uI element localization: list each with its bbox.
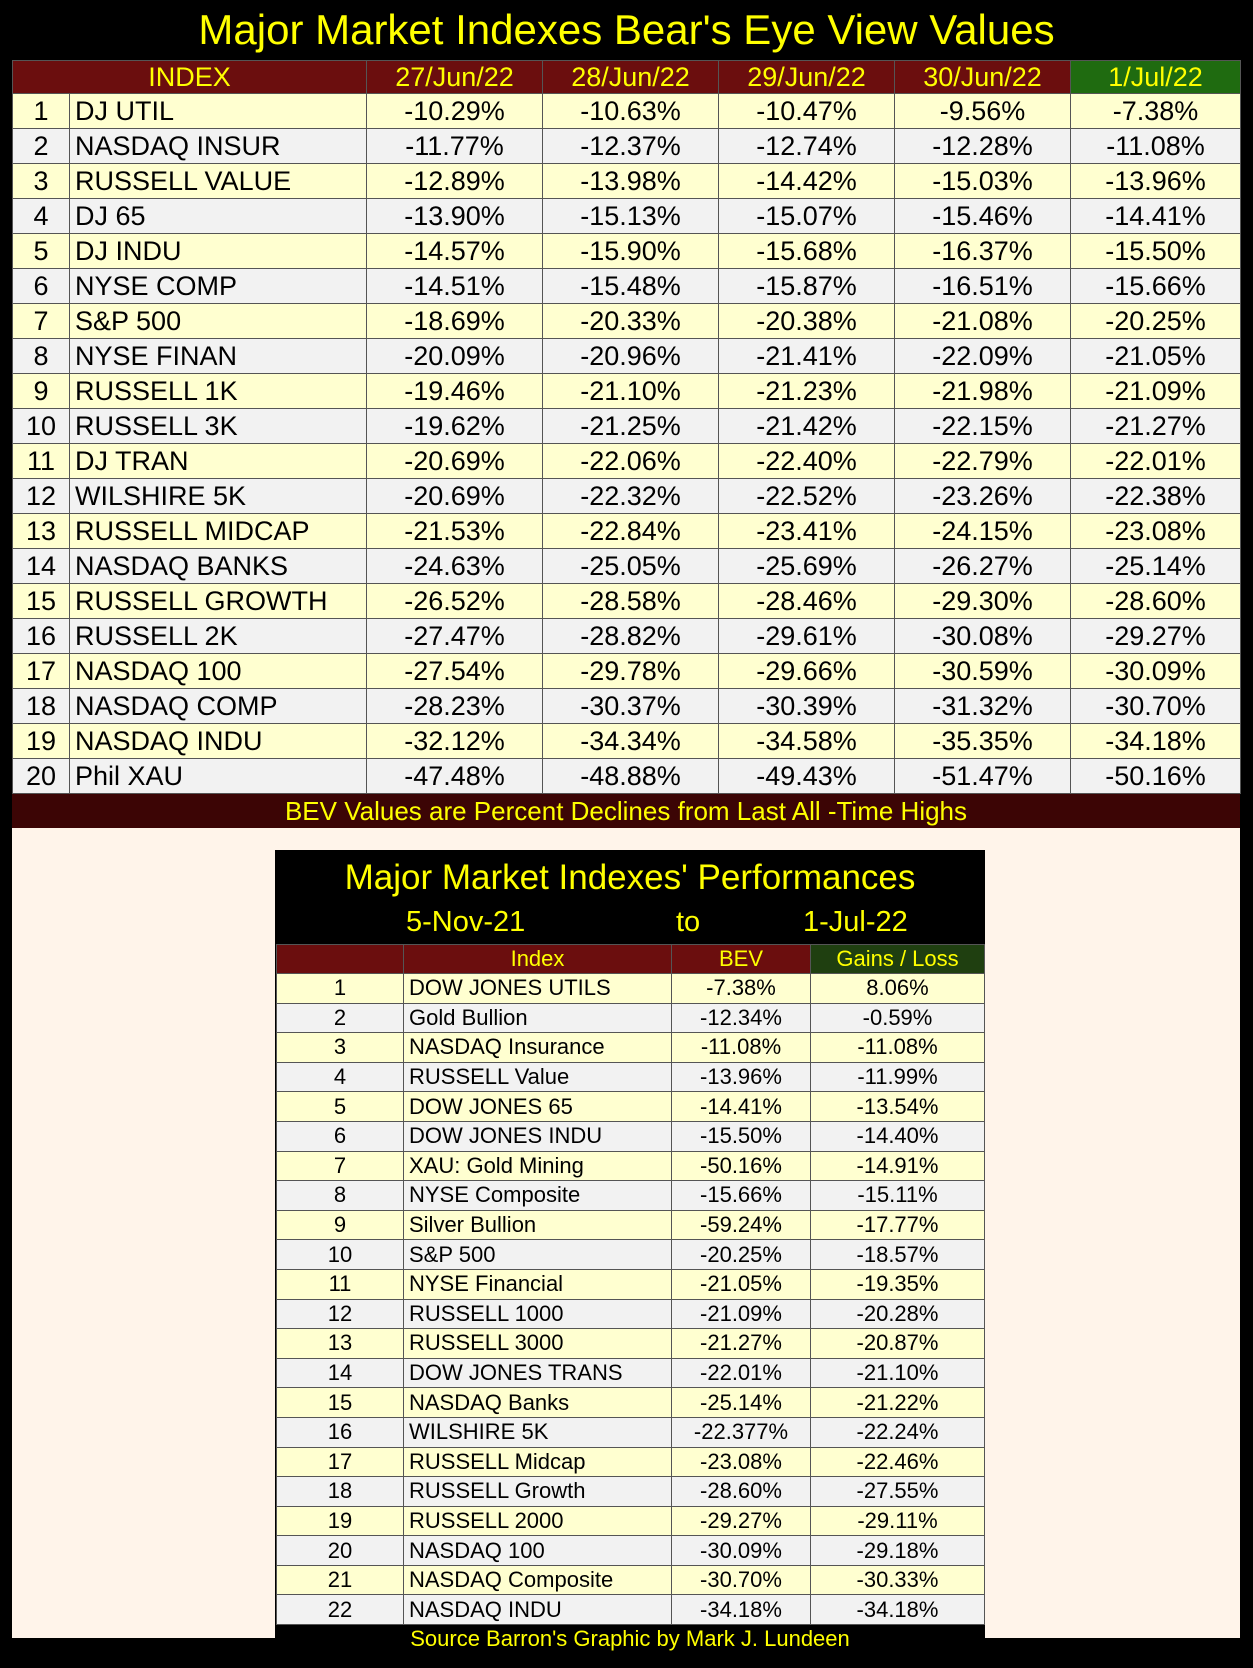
- bev-value: -12.89%: [367, 164, 543, 199]
- bev-index-name: NYSE FINAN: [70, 339, 367, 374]
- performance-bev: -50.16%: [672, 1151, 811, 1181]
- performance-rank: 9: [277, 1210, 404, 1240]
- bev-value: -21.10%: [543, 374, 719, 409]
- bev-rank: 5: [13, 234, 70, 269]
- bev-index-name: Phil XAU: [70, 759, 367, 794]
- performance-gain-loss: -0.59%: [811, 1003, 985, 1033]
- performance-rank: 11: [277, 1269, 404, 1299]
- bev-row: [13, 514, 1241, 549]
- bev-header-date: 27/Jun/22: [367, 61, 543, 94]
- performance-index-name: S&P 500: [404, 1240, 672, 1270]
- bev-index-name: DJ TRAN: [70, 444, 367, 479]
- bev-value: -30.39%: [719, 689, 895, 724]
- performance-rank: 8: [277, 1181, 404, 1211]
- bev-row: [13, 689, 1241, 724]
- bev-row: [13, 759, 1241, 794]
- bev-rank: 2: [13, 129, 70, 164]
- bev-value: -20.25%: [1071, 304, 1241, 339]
- performance-bev: -23.08%: [672, 1447, 811, 1477]
- performance-gain-loss: -21.10%: [811, 1358, 985, 1388]
- performance-index-name: Silver Bullion: [404, 1210, 672, 1240]
- bev-value: -22.32%: [543, 479, 719, 514]
- performance-title: Major Market Indexes' Performances: [344, 858, 916, 897]
- bev-value: -28.23%: [367, 689, 543, 724]
- bev-value: -27.47%: [367, 619, 543, 654]
- performance-index-name: DOW JONES UTILS: [404, 974, 672, 1004]
- bev-value: -10.63%: [543, 94, 719, 129]
- performance-index-name: DOW JONES INDU: [404, 1121, 672, 1151]
- performance-row: [277, 1536, 985, 1566]
- performance-index-name: RUSSELL Midcap: [404, 1447, 672, 1477]
- bev-index-name: NASDAQ INDU: [70, 724, 367, 759]
- performance-rank: 5: [277, 1092, 404, 1122]
- performance-gain-loss: -27.55%: [811, 1477, 985, 1507]
- bev-rank: 3: [13, 164, 70, 199]
- performance-row: [277, 1033, 985, 1063]
- bev-value: -23.41%: [719, 514, 895, 549]
- performance-bev: -22.377%: [672, 1417, 811, 1447]
- bev-index-name: WILSHIRE 5K: [70, 479, 367, 514]
- bev-value: -10.29%: [367, 94, 543, 129]
- performance-rank: 17: [277, 1447, 404, 1477]
- bev-value: -26.52%: [367, 584, 543, 619]
- bev-value: -25.14%: [1071, 549, 1241, 584]
- bev-value: -15.66%: [1071, 269, 1241, 304]
- bev-rank: 20: [13, 759, 70, 794]
- performance-gain-loss: -11.99%: [811, 1062, 985, 1092]
- performance-bev: -22.01%: [672, 1358, 811, 1388]
- bev-row: [13, 199, 1241, 234]
- bev-value: -29.66%: [719, 654, 895, 689]
- performance-gain-loss: -11.08%: [811, 1033, 985, 1063]
- bev-value: -22.15%: [895, 409, 1071, 444]
- bev-index-name: S&P 500: [70, 304, 367, 339]
- bev-row: [13, 549, 1241, 584]
- bev-value: -19.46%: [367, 374, 543, 409]
- bev-header-date: 29/Jun/22: [719, 61, 895, 94]
- bev-value: -15.03%: [895, 164, 1071, 199]
- bev-index-name: DJ 65: [70, 199, 367, 234]
- performance-from-date: 5-Nov-21: [406, 906, 526, 938]
- bev-row: [13, 304, 1241, 339]
- bev-value: -31.32%: [895, 689, 1071, 724]
- bev-value: -21.25%: [543, 409, 719, 444]
- bev-row: [13, 269, 1241, 304]
- performance-row: [277, 1299, 985, 1329]
- performance-gain-loss: -14.40%: [811, 1121, 985, 1151]
- performance-row: [277, 1417, 985, 1447]
- performance-bev: -30.70%: [672, 1565, 811, 1595]
- bev-value: -22.79%: [895, 444, 1071, 479]
- performance-gain-loss: -22.24%: [811, 1417, 985, 1447]
- bev-value: -20.33%: [543, 304, 719, 339]
- bev-rank: 8: [13, 339, 70, 374]
- bev-value: -30.70%: [1071, 689, 1241, 724]
- performance-row: [277, 1388, 985, 1418]
- bev-rank: 12: [13, 479, 70, 514]
- bev-value: -25.05%: [543, 549, 719, 584]
- performance-gain-loss: -20.28%: [811, 1299, 985, 1329]
- bev-value: -28.46%: [719, 584, 895, 619]
- bev-rank: 13: [13, 514, 70, 549]
- performance-rank: 19: [277, 1506, 404, 1536]
- bev-index-name: DJ INDU: [70, 234, 367, 269]
- performance-bev: -11.08%: [672, 1033, 811, 1063]
- performance-index-name: Gold Bullion: [404, 1003, 672, 1033]
- performance-gain-loss: -13.54%: [811, 1092, 985, 1122]
- bev-rank: 11: [13, 444, 70, 479]
- bev-value: -25.69%: [719, 549, 895, 584]
- performance-index-name: NASDAQ Insurance: [404, 1033, 672, 1063]
- bev-value: -13.96%: [1071, 164, 1241, 199]
- bev-value: -24.63%: [367, 549, 543, 584]
- performance-gain-loss: -18.57%: [811, 1240, 985, 1270]
- performance-rank: 14: [277, 1358, 404, 1388]
- performance-rank: 10: [277, 1240, 404, 1270]
- bev-value: -21.41%: [719, 339, 895, 374]
- performance-row: [277, 1477, 985, 1507]
- performance-bev: -13.96%: [672, 1062, 811, 1092]
- performance-index-name: NYSE Composite: [404, 1181, 672, 1211]
- performance-gain-loss: -29.18%: [811, 1536, 985, 1566]
- performance-row: [277, 1358, 985, 1388]
- performance-bev: -20.25%: [672, 1240, 811, 1270]
- bev-value: -34.18%: [1071, 724, 1241, 759]
- performance-rank: 15: [277, 1388, 404, 1418]
- performance-bev: -25.14%: [672, 1388, 811, 1418]
- performance-rank: 12: [277, 1299, 404, 1329]
- bev-value: -20.69%: [367, 444, 543, 479]
- bev-value: -14.57%: [367, 234, 543, 269]
- bev-rank: 10: [13, 409, 70, 444]
- bev-value: -30.09%: [1071, 654, 1241, 689]
- performance-row: [277, 1210, 985, 1240]
- bev-row: [13, 584, 1241, 619]
- bev-row: [13, 339, 1241, 374]
- bev-row: [13, 409, 1241, 444]
- bev-rank: 7: [13, 304, 70, 339]
- bev-index-name: RUSSELL GROWTH: [70, 584, 367, 619]
- bev-footnote: BEV Values are Percent Declines from Last All -Time Highs: [12, 794, 1240, 828]
- bev-value: -9.56%: [895, 94, 1071, 129]
- performance-rank: 22: [277, 1595, 404, 1625]
- bev-value: -26.27%: [895, 549, 1071, 584]
- bev-value: -21.42%: [719, 409, 895, 444]
- performance-gain-loss: -21.22%: [811, 1388, 985, 1418]
- performance-header-gains: Gains / Loss: [811, 945, 985, 974]
- performance-header-index: Index: [404, 945, 672, 974]
- bev-value: -13.98%: [543, 164, 719, 199]
- bev-value: -20.69%: [367, 479, 543, 514]
- bev-value: -35.35%: [895, 724, 1071, 759]
- performance-table: [276, 944, 985, 1625]
- performance-bev: -21.09%: [672, 1299, 811, 1329]
- bev-value: -11.08%: [1071, 129, 1241, 164]
- performance-row: [277, 1003, 985, 1033]
- bev-value: -15.50%: [1071, 234, 1241, 269]
- performance-row: [277, 1595, 985, 1625]
- bev-value: -22.09%: [895, 339, 1071, 374]
- bev-value: -30.37%: [543, 689, 719, 724]
- bev-index-name: RUSSELL 3K: [70, 409, 367, 444]
- bev-value: -34.58%: [719, 724, 895, 759]
- bev-index-name: DJ UTIL: [70, 94, 367, 129]
- bev-value: -7.38%: [1071, 94, 1241, 129]
- bev-index-name: RUSSELL 1K: [70, 374, 367, 409]
- bev-row: [13, 479, 1241, 514]
- bev-value: -29.27%: [1071, 619, 1241, 654]
- performance-row: [277, 1506, 985, 1536]
- bev-value: -21.09%: [1071, 374, 1241, 409]
- bev-index-name: NASDAQ BANKS: [70, 549, 367, 584]
- bev-value: -21.05%: [1071, 339, 1241, 374]
- performance-index-name: NASDAQ Banks: [404, 1388, 672, 1418]
- bev-value: -14.42%: [719, 164, 895, 199]
- bev-value: -48.88%: [543, 759, 719, 794]
- performance-rank: 21: [277, 1565, 404, 1595]
- performance-header-row: [277, 945, 985, 974]
- bev-rank: 16: [13, 619, 70, 654]
- bev-value: -15.90%: [543, 234, 719, 269]
- performance-bev: -29.27%: [672, 1506, 811, 1536]
- bev-value: -15.87%: [719, 269, 895, 304]
- performance-rank: 1: [277, 974, 404, 1004]
- bev-value: -28.82%: [543, 619, 719, 654]
- bev-value: -32.12%: [367, 724, 543, 759]
- bev-value: -23.08%: [1071, 514, 1241, 549]
- bev-value: -27.54%: [367, 654, 543, 689]
- performance-index-name: NASDAQ Composite: [404, 1565, 672, 1595]
- performance-gain-loss: -17.77%: [811, 1210, 985, 1240]
- bev-value: -47.48%: [367, 759, 543, 794]
- bev-rank: 17: [13, 654, 70, 689]
- performance-rank: 6: [277, 1121, 404, 1151]
- bev-index-name: NASDAQ INSUR: [70, 129, 367, 164]
- page-title: Major Market Indexes Bear's Eye View Values: [198, 6, 1055, 53]
- bev-header-index: INDEX: [13, 61, 367, 94]
- bev-value: -24.15%: [895, 514, 1071, 549]
- bev-value: -14.41%: [1071, 199, 1241, 234]
- performance-gain-loss: -34.18%: [811, 1595, 985, 1625]
- bev-table: [12, 60, 1241, 794]
- bev-value: -16.37%: [895, 234, 1071, 269]
- bev-value: -21.23%: [719, 374, 895, 409]
- performance-row: [277, 1565, 985, 1595]
- bev-value: -20.38%: [719, 304, 895, 339]
- bev-row: [13, 374, 1241, 409]
- source-credit: Source Barron's Graphic by Mark J. Lundeen: [410, 1626, 850, 1651]
- bev-index-name: NYSE COMP: [70, 269, 367, 304]
- performance-row: [277, 1062, 985, 1092]
- bev-index-name: RUSSELL 2K: [70, 619, 367, 654]
- bev-value: -18.69%: [367, 304, 543, 339]
- bev-rank: 14: [13, 549, 70, 584]
- bev-value: -22.84%: [543, 514, 719, 549]
- performance-bev: -15.50%: [672, 1121, 811, 1151]
- bev-index-name: RUSSELL MIDCAP: [70, 514, 367, 549]
- bev-value: -15.07%: [719, 199, 895, 234]
- bev-header-row: [13, 61, 1241, 94]
- bev-value: -14.51%: [367, 269, 543, 304]
- bev-header-date: 28/Jun/22: [543, 61, 719, 94]
- bev-value: -15.68%: [719, 234, 895, 269]
- performance-gain-loss: -14.91%: [811, 1151, 985, 1181]
- performance-bev: -21.05%: [672, 1269, 811, 1299]
- performance-header-rank: [277, 945, 404, 974]
- performance-rank: 13: [277, 1329, 404, 1359]
- bev-value: -22.52%: [719, 479, 895, 514]
- performance-row: [277, 1181, 985, 1211]
- bev-rank: 9: [13, 374, 70, 409]
- performance-to-word: to: [676, 906, 701, 938]
- performance-index-name: RUSSELL Growth: [404, 1477, 672, 1507]
- performance-rank: 4: [277, 1062, 404, 1092]
- performance-index-name: RUSSELL 3000: [404, 1329, 672, 1359]
- bev-index-name: NASDAQ 100: [70, 654, 367, 689]
- bev-value: -30.08%: [895, 619, 1071, 654]
- bev-row: [13, 234, 1241, 269]
- bev-value: -29.30%: [895, 584, 1071, 619]
- performance-bev: -7.38%: [672, 974, 811, 1004]
- bev-value: -22.40%: [719, 444, 895, 479]
- bev-row: [13, 444, 1241, 479]
- bev-value: -51.47%: [895, 759, 1071, 794]
- performance-rank: 18: [277, 1477, 404, 1507]
- bev-value: -15.13%: [543, 199, 719, 234]
- performance-index-name: WILSHIRE 5K: [404, 1417, 672, 1447]
- performance-bev: -30.09%: [672, 1536, 811, 1566]
- performance-row: [277, 974, 985, 1004]
- bev-value: -12.74%: [719, 129, 895, 164]
- bev-rank: 15: [13, 584, 70, 619]
- bev-value: -21.08%: [895, 304, 1071, 339]
- bev-value: -28.58%: [543, 584, 719, 619]
- bev-value: -34.34%: [543, 724, 719, 759]
- performance-gain-loss: -29.11%: [811, 1506, 985, 1536]
- bev-value: -20.96%: [543, 339, 719, 374]
- performance-header-bev: BEV: [672, 945, 811, 974]
- performance-bev: -15.66%: [672, 1181, 811, 1211]
- performance-bev: -12.34%: [672, 1003, 811, 1033]
- performance-gain-loss: 8.06%: [811, 974, 985, 1004]
- performance-bev: -34.18%: [672, 1595, 811, 1625]
- performance-rank: 16: [277, 1417, 404, 1447]
- performance-index-name: DOW JONES TRANS: [404, 1358, 672, 1388]
- bev-value: -21.27%: [1071, 409, 1241, 444]
- performance-index-name: XAU: Gold Mining: [404, 1151, 672, 1181]
- bev-value: -28.60%: [1071, 584, 1241, 619]
- performance-gain-loss: -19.35%: [811, 1269, 985, 1299]
- bev-rank: 6: [13, 269, 70, 304]
- performance-index-name: RUSSELL Value: [404, 1062, 672, 1092]
- performance-rank: 3: [277, 1033, 404, 1063]
- performance-rank: 2: [277, 1003, 404, 1033]
- performance-index-name: NYSE Financial: [404, 1269, 672, 1299]
- bev-row: [13, 164, 1241, 199]
- bev-value: -50.16%: [1071, 759, 1241, 794]
- bev-value: -13.90%: [367, 199, 543, 234]
- bev-value: -22.38%: [1071, 479, 1241, 514]
- bev-value: -23.26%: [895, 479, 1071, 514]
- bev-row: [13, 654, 1241, 689]
- performance-gain-loss: -15.11%: [811, 1181, 985, 1211]
- bev-value: -19.62%: [367, 409, 543, 444]
- performance-index-name: RUSSELL 1000: [404, 1299, 672, 1329]
- performance-index-name: NASDAQ INDU: [404, 1595, 672, 1625]
- bev-value: -15.46%: [895, 199, 1071, 234]
- performance-index-name: RUSSELL 2000: [404, 1506, 672, 1536]
- bev-index-name: RUSSELL VALUE: [70, 164, 367, 199]
- bev-row: [13, 94, 1241, 129]
- bev-rank: 19: [13, 724, 70, 759]
- bev-value: -12.28%: [895, 129, 1071, 164]
- bev-value: -10.47%: [719, 94, 895, 129]
- bev-value: -11.77%: [367, 129, 543, 164]
- performance-gain-loss: -22.46%: [811, 1447, 985, 1477]
- bev-value: -29.61%: [719, 619, 895, 654]
- bev-index-name: NASDAQ COMP: [70, 689, 367, 724]
- bev-row: [13, 724, 1241, 759]
- bev-value: -21.98%: [895, 374, 1071, 409]
- bev-value: -21.53%: [367, 514, 543, 549]
- performance-row: [277, 1447, 985, 1477]
- performance-gain-loss: -30.33%: [811, 1565, 985, 1595]
- bev-header-date: 30/Jun/22: [895, 61, 1071, 94]
- bev-header-date-current: 1/Jul/22: [1071, 61, 1241, 94]
- bev-value: -29.78%: [543, 654, 719, 689]
- performance-row: [277, 1269, 985, 1299]
- performance-to-date: 1-Jul-22: [803, 906, 908, 938]
- performance-row: [277, 1092, 985, 1122]
- performance-rank: 7: [277, 1151, 404, 1181]
- bev-value: -49.43%: [719, 759, 895, 794]
- bev-row: [13, 619, 1241, 654]
- bev-rank: 4: [13, 199, 70, 234]
- performance-bev: -28.60%: [672, 1477, 811, 1507]
- bev-value: -30.59%: [895, 654, 1071, 689]
- performance-rank: 20: [277, 1536, 404, 1566]
- bev-value: -12.37%: [543, 129, 719, 164]
- bev-value: -22.06%: [543, 444, 719, 479]
- performance-row: [277, 1151, 985, 1181]
- bev-rank: 1: [13, 94, 70, 129]
- performance-row: [277, 1240, 985, 1270]
- performance-bev: -59.24%: [672, 1210, 811, 1240]
- bev-rank: 18: [13, 689, 70, 724]
- performance-bev: -14.41%: [672, 1092, 811, 1122]
- bev-value: -15.48%: [543, 269, 719, 304]
- performance-gain-loss: -20.87%: [811, 1329, 985, 1359]
- performance-index-name: NASDAQ 100: [404, 1536, 672, 1566]
- bev-value: -16.51%: [895, 269, 1071, 304]
- performance-index-name: DOW JONES 65: [404, 1092, 672, 1122]
- performance-row: [277, 1121, 985, 1151]
- performance-bev: -21.27%: [672, 1329, 811, 1359]
- bev-value: -22.01%: [1071, 444, 1241, 479]
- performance-row: [277, 1329, 985, 1359]
- bev-row: [13, 129, 1241, 164]
- bev-value: -20.09%: [367, 339, 543, 374]
